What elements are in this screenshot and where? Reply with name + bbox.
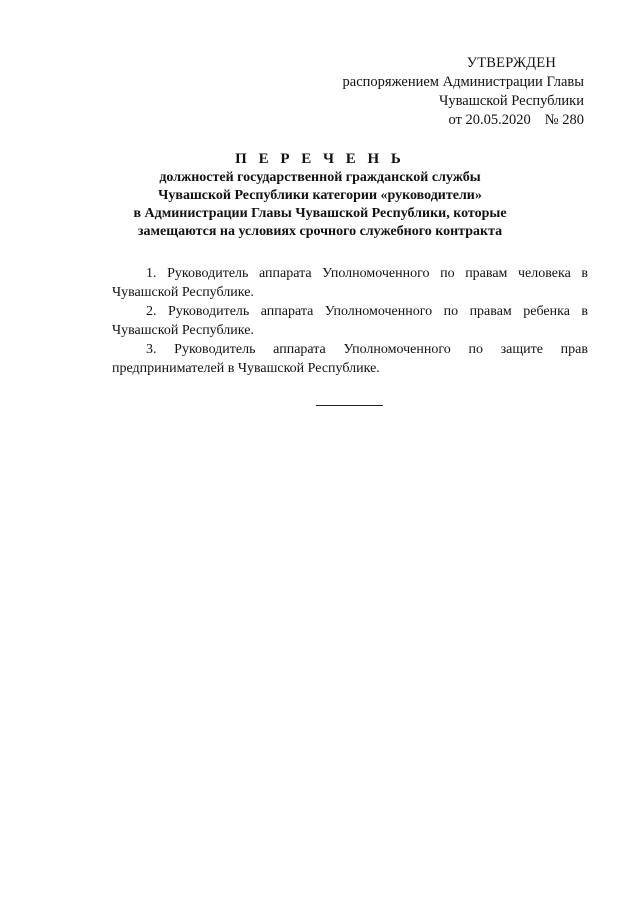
approval-authority: распоряжением Администрации Главы [342,74,584,90]
approval-date: от 20.05.2020 [448,112,531,128]
title-line-2: Чувашской Республики категории «руководители» [158,188,482,203]
approval-date-line [324,111,584,130]
title-line-4: замещаются на условиях срочного служебного контракта [137,224,503,239]
list-item: 1. Руководитель аппарата Уполномоченного по правам человека в Чувашской Республике. [112,266,588,300]
title-line-1: должностей государственной гражданской службы [159,170,481,185]
closing-divider [316,405,383,406]
document-title [0,150,640,241]
approval-stamp: УТВЕРЖДЕН [466,55,556,71]
approval-number: № 280 [544,112,584,128]
title-heading: П Е Р Е Ч Е Н Ь [235,151,405,167]
approval-block [324,54,584,130]
title-line-3: в Администрации Главы Чувашской Республики, которые [133,206,507,221]
list-item: 3. Руководитель аппарата Уполномоченного по защите прав предпринимателей в Чувашской Республике. [112,342,588,376]
list-item: 2. Руководитель аппарата Уполномоченного по правам ребенка в Чувашской Республике. [112,304,588,338]
approval-region: Чувашской Республики [438,93,584,109]
positions-list [112,264,588,378]
